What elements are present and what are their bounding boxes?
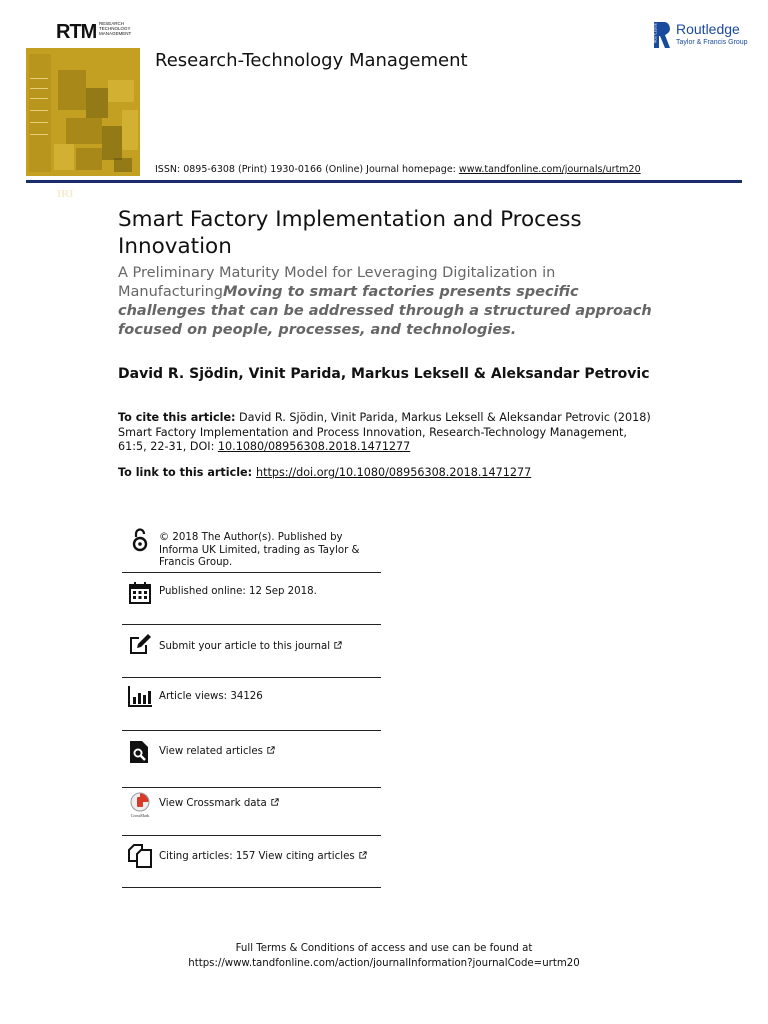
cover-monogram: IRI [57,188,74,200]
issn-line [155,164,641,175]
article-subtitle [118,264,653,340]
submit-article-text[interactable]: Submit your article to this journal [159,641,331,652]
edit-pencil-icon [127,631,153,657]
terms-line: Full Terms & Conditions of access and use can be found at [235,943,533,954]
external-link-icon [334,641,342,649]
article-link-row [118,466,531,479]
cover-art-block [102,126,122,160]
header-divider [26,180,742,183]
crossmark-row[interactable] [122,788,381,836]
issn-text: ISSN: 0895-6308 (Print) 1930-0166 (Online) Journal homepage: [155,164,459,175]
cover-art-block [58,70,86,110]
cover-art-block [76,148,102,170]
bar-chart-icon [127,683,153,709]
terms-url-link[interactable]: https://www.tandfonline.com/action/journalInformation?journalCode=urtm20 [188,958,580,969]
terms-footer [0,941,768,971]
external-link-icon [271,798,279,806]
crossmark-link[interactable] [159,798,381,811]
cover-art-block [122,110,138,150]
citation-label: To cite this article: [118,411,236,424]
crossmark-text[interactable]: View Crossmark data [159,798,267,809]
cover-side-panel [29,54,51,172]
citing-articles-link[interactable] [159,851,381,864]
external-link-icon [359,851,367,859]
citing-articles-text[interactable]: Citing articles: 157 View citing articles [159,851,355,862]
cover-text-line [30,110,48,111]
submit-row[interactable] [122,625,381,678]
external-link-icon [267,746,275,754]
article-authors: David R. Sjödin, Vinit Parida, Markus Leksell & Aleksandar Petrovic [118,366,650,382]
citation-block [118,411,658,455]
cover-art-block [114,158,132,172]
subtitle-text: A Preliminary Maturity Model for Leveraging Digitalization in Manufacturing [118,265,556,300]
crossmark-icon-label: CrossMark [130,813,150,818]
svg-text:ROUTLEDGE: ROUTLEDGE [653,23,658,43]
calendar-icon [127,580,153,606]
publisher-tagline: Taylor & Francis Group [676,39,748,46]
crossmark-icon [127,792,153,818]
cover-art-block [108,80,134,102]
published-row [122,573,381,625]
article-title: Smart Factory Implementation and Process Innovation [118,207,582,259]
cover-text-line [30,134,48,135]
published-date-text: Published online: 12 Sep 2018. [159,586,317,597]
cover-art-block [66,118,102,144]
article-views-text: Article views: 34126 [159,691,263,702]
related-row[interactable] [122,731,381,788]
cover-text-line [30,98,48,99]
rtm-logo-subtitle: RESEARCH TECHNOLOGY MANAGEMENT [99,21,132,36]
related-search-icon [127,739,153,765]
citing-row[interactable] [122,836,381,888]
journal-title[interactable]: Research-Technology Management [155,50,468,71]
journal-homepage-link[interactable]: www.tandfonline.com/journals/urtm20 [458,164,641,175]
cover-text-line [30,122,48,123]
related-articles-link[interactable] [159,746,381,759]
cover-text-line [30,88,48,89]
citation-text: David R. Sjödin, Vinit Parida, Markus Leksell & Aleksandar Petrovic (2018) Smart Factory Implementation and Process Innovation, Research-Technology Management, 61:5, 22-31, DOI: [118,411,651,453]
article-teaser: Moving to smart factories presents specific challenges that can be addressed through a structured approach focused on people, processes, and technologies. [118,284,652,338]
citation-doi-link[interactable]: 10.1080/08956308.2018.1471277 [217,440,411,453]
views-row [122,678,381,731]
publisher-name: Routledge [676,21,740,37]
open-access-row [122,520,381,573]
cover-text-line [30,78,48,79]
submit-article-link[interactable] [159,641,381,654]
related-articles-text[interactable]: View related articles [159,746,263,757]
cover-art-block [54,144,74,170]
cover-art-block [86,88,108,118]
rtm-logo: RTM [56,21,97,43]
article-link-label: To link to this article: [118,466,256,479]
open-access-text: © 2018 The Author(s). Published by Informa UK Limited, trading as Taylor & Francis Group. [159,532,360,568]
open-access-icon [127,527,153,553]
routledge-logo-icon[interactable] [653,21,671,49]
journal-cover-thumbnail[interactable] [26,40,140,200]
citing-articles-icon [127,843,153,869]
article-doi-url-link[interactable]: https://doi.org/10.1080/08956308.2018.1471277 [256,466,532,479]
